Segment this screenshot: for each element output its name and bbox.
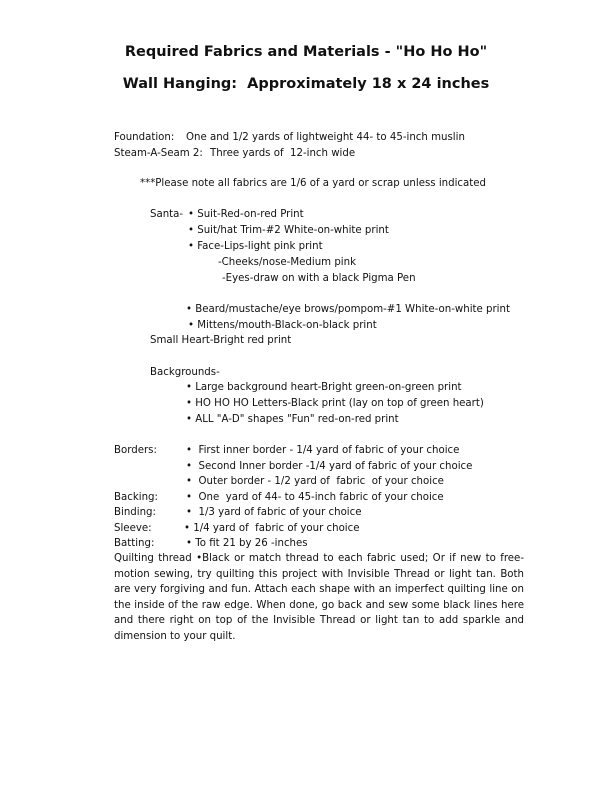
binding-label: Binding: <box>114 507 156 518</box>
list-item: • Suit-Red-on-red Print <box>188 209 304 220</box>
list-item: • Second Inner border -1/4 yard of fabric of your choice <box>186 461 473 472</box>
backing-label: Backing: <box>114 492 158 503</box>
page-subtitle: Wall Hanging: Approximately 18 x 24 inches <box>122 76 490 92</box>
sleeve-value: • 1/4 yard of fabric of your choice <box>184 523 360 534</box>
batting-label: Batting: <box>114 538 155 549</box>
list-item: • Outer border - 1/2 yard of fabric of your choice <box>186 476 444 487</box>
note-text: ***Please note all fabrics are 1/6 of a yard or scrap unless indicated <box>140 178 486 189</box>
sleeve-label: Sleeve: <box>114 523 152 534</box>
list-item: -Eyes-draw on with a black Pigma Pen <box>222 273 416 284</box>
list-item: • Beard/mustache/eye brows/pompom-#1 White-on-white print <box>186 304 510 315</box>
list-item: • First inner border - 1/4 yard of fabric of your choice <box>186 445 460 456</box>
foundation-value: One and 1/2 yards of lightweight 44- to 45-inch muslin <box>186 132 465 143</box>
santa-label: Santa- <box>150 209 184 220</box>
list-item: • HO HO HO Letters-Black print (lay on top of green heart) <box>186 398 484 409</box>
batting-value: • To fit 21 by 26 -inches <box>186 538 308 549</box>
binding-value: • 1/3 yard of fabric of your choice <box>186 507 362 518</box>
quilting-paragraph: Quilting thread •Black or match thread to each fabric used; Or if new to free-motion sewing, try quilting this project with Invisible Thread or light tan. Both are very forgiving and fun. Attach each shape with an imperfect quilting line on the inside of the raw edge. When done, go back and sew some black lines here and there right on top of the Invisible Thread or light tan to add sparkle and dimension to your quilt. <box>114 553 524 642</box>
small-heart-text: Small Heart-Bright red print <box>150 335 292 346</box>
steam-label: Steam-A-Seam 2: <box>114 148 203 159</box>
foundation-label: Foundation: <box>114 132 175 143</box>
list-item: • Mittens/mouth-Black-on-black print <box>188 320 377 331</box>
list-item: • Face-Lips-light pink print <box>188 241 323 252</box>
list-item: • ALL "A-D" shapes "Fun" red-on-red print <box>186 414 399 425</box>
borders-label: Borders: <box>114 445 157 456</box>
list-item: -Cheeks/nose-Medium pink <box>218 257 356 268</box>
page-title: Required Fabrics and Materials - "Ho Ho Ho" <box>124 44 488 60</box>
steam-value: Three yards of 12-inch wide <box>210 148 356 159</box>
list-item: • Suit/hat Trim-#2 White-on-white print <box>188 225 389 236</box>
backgrounds-label: Backgrounds- <box>150 367 220 378</box>
list-item: • Large background heart-Bright green-on-green print <box>186 382 462 393</box>
backing-value: • One yard of 44- to 45-inch fabric of your choice <box>186 492 444 503</box>
